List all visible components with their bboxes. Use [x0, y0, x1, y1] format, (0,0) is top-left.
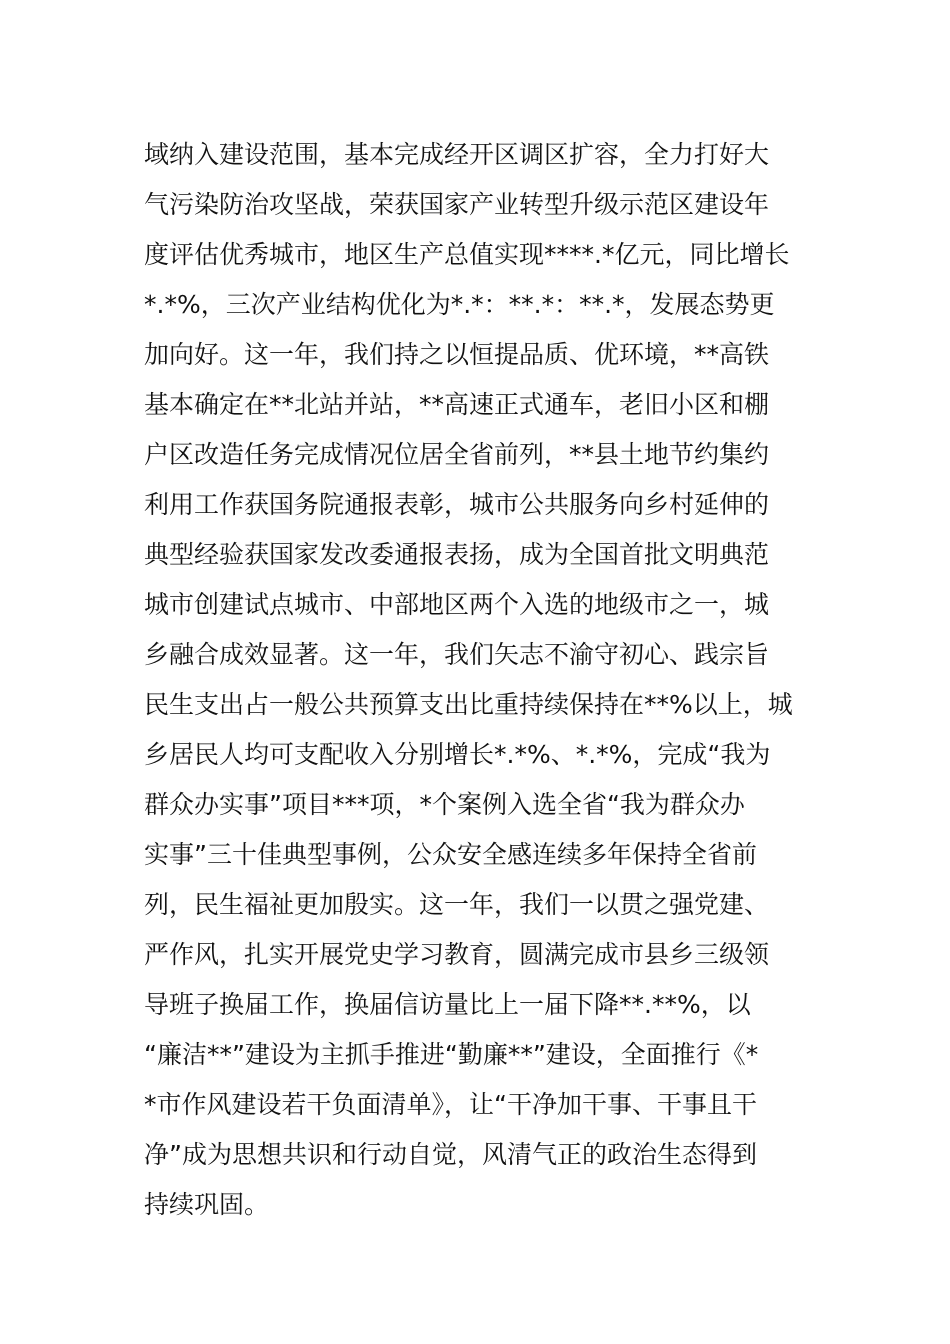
text-line: *市作风建设若干负面清单》，让“干净加干事、干事且干 — [144, 1090, 757, 1119]
text-line: *.*%，三次产业结构优化为*.*：**.*：**.*，发展态势更 — [144, 290, 775, 319]
text-line: 列，民生福祉更加殷实。这一年，我们一以贯之强党建、 — [144, 890, 770, 919]
text-line: 导班子换届工作，换届信访量比上一届下降**.**%，以 — [144, 990, 751, 1019]
text-line: 城市创建试点城市、中部地区两个入选的地级市之一，城 — [144, 590, 770, 619]
text-line: 度评估优秀城市，地区生产总值实现****.*亿元，同比增长 — [144, 240, 790, 269]
text-line: 域纳入建设范围，基本完成经开区调区扩容，全力打好大 — [144, 140, 770, 169]
text-line: 典型经验获国家发改委通报表扬，成为全国首批文明典范 — [144, 540, 770, 569]
text-line: 气污染防治攻坚战，荣获国家产业转型升级示范区建设年 — [144, 190, 770, 219]
text-line: 持续巩固。 — [144, 1190, 270, 1219]
body-paragraph — [144, 130, 824, 1230]
text-line: 户区改造任务完成情况位居全省前列，**县土地节约集约 — [144, 440, 770, 469]
text-line: 加向好。这一年，我们持之以恒提品质、优环境，**高铁 — [144, 340, 770, 369]
text-line: 净”成为思想共识和行动自觉，风清气正的政治生态得到 — [144, 1140, 757, 1169]
text-line: 利用工作获国务院通报表彰，城市公共服务向乡村延伸的 — [144, 490, 770, 519]
text-line: 乡融合成效显著。这一年，我们矢志不渝守初心、践宗旨 — [144, 640, 770, 669]
text-line: 民生支出占一般公共预算支出比重持续保持在**%以上，城 — [144, 690, 793, 719]
text-line: 实事”三十佳典型事例，公众安全感连续多年保持全省前 — [144, 840, 757, 869]
text-line: 基本确定在**北站并站，**高速正式通车，老旧小区和棚 — [144, 390, 770, 419]
text-line: “廉洁**”建设为主抓手推进“勤廉**”建设，全面推行《* — [144, 1040, 759, 1069]
text-line: 乡居民人均可支配收入分别增长*.*%、*.*%，完成“我为 — [144, 740, 771, 769]
text-line: 群众办实事”项目***项，*个案例入选全省“我为群众办 — [144, 790, 745, 819]
text-line: 严作风，扎实开展党史学习教育，圆满完成市县乡三级领 — [144, 940, 770, 969]
